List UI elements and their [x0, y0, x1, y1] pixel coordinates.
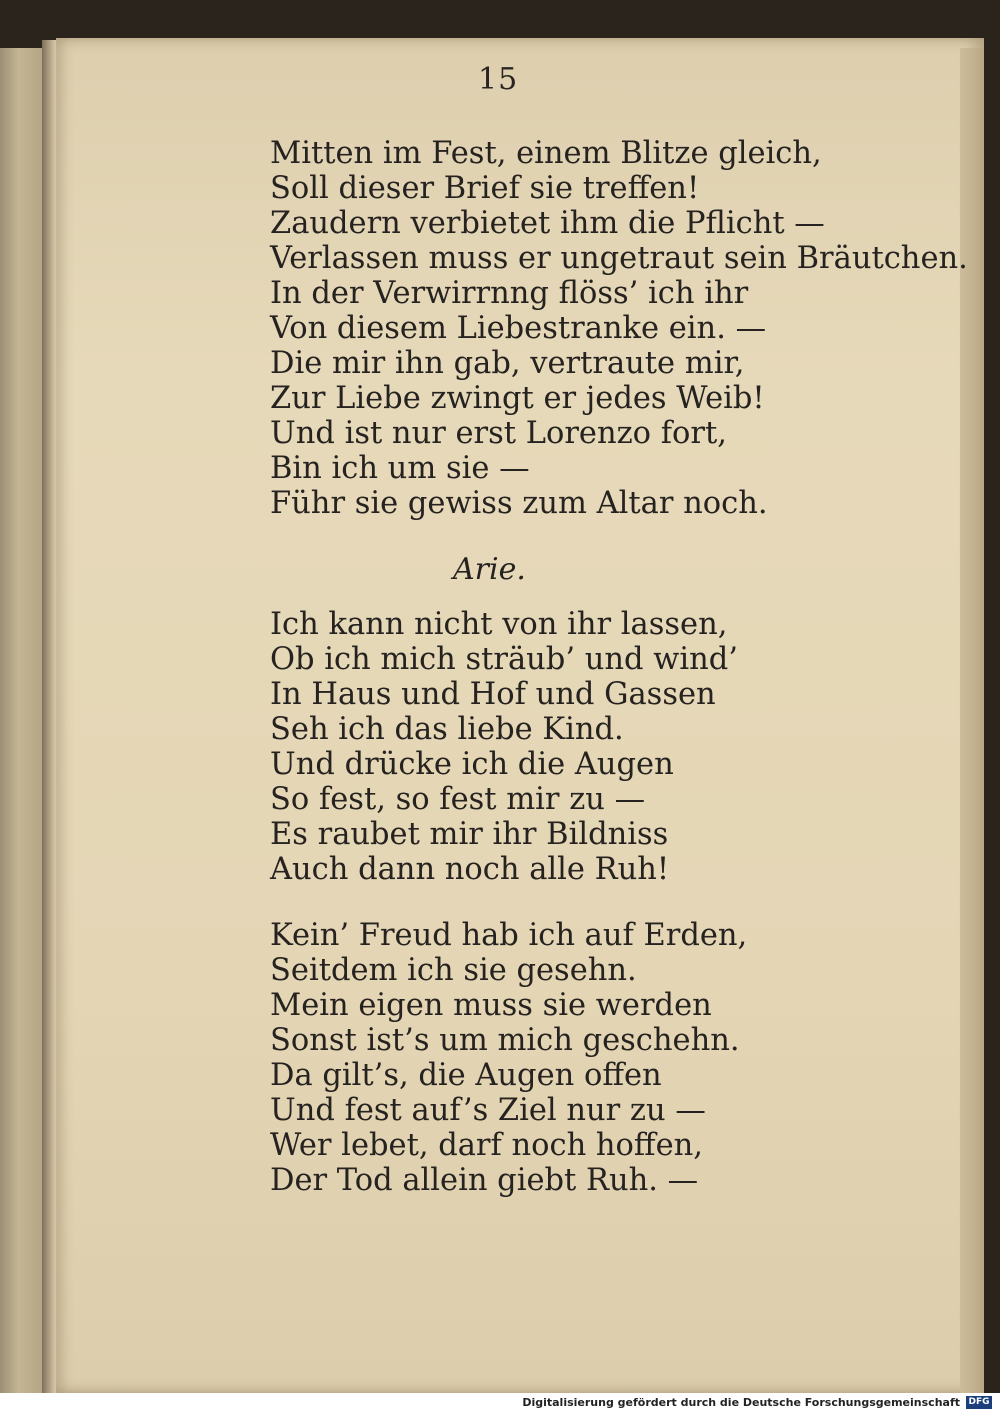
verse-line: Führ sie gewiss zum Altar noch.: [270, 486, 768, 521]
previous-page-edge: [0, 48, 46, 1393]
verse-line: Es raubet mir ihr Bildniss: [270, 817, 669, 852]
verse-line: Soll dieser Brief sie treffen!: [270, 171, 700, 206]
verse-line: Seh ich das liebe Kind.: [270, 712, 624, 747]
verse-line: So fest, so fest mir zu —: [270, 782, 646, 817]
verse-line: Seitdem ich sie gesehn.: [270, 953, 637, 988]
verse-line: Auch dann noch alle Ruh!: [270, 852, 670, 887]
verse-line: Und fest auf’s Ziel nur zu —: [270, 1093, 706, 1128]
verse-line: Mein eigen muss sie werden: [270, 988, 712, 1023]
verse-line: Mitten im Fest, einem Blitze gleich,: [270, 136, 822, 171]
verse-line: Ob ich mich sträub’ und wind’: [270, 642, 738, 677]
verse-line: In Haus und Hof und Gassen: [270, 677, 716, 712]
verse-line: Zur Liebe zwingt er jedes Weib!: [270, 381, 765, 416]
verse-line: Kein’ Freud hab ich auf Erden,: [270, 918, 748, 953]
verse-line: Zaudern verbietet ihm die Pflicht —: [270, 206, 825, 241]
verse-line: Und ist nur erst Lorenzo fort,: [270, 416, 727, 451]
aria-stanza-1: [270, 607, 738, 887]
verse-line: Bin ich um sie —: [270, 451, 530, 486]
aria-stanza-2: [270, 918, 747, 1198]
verse-line: Der Tod allein giebt Ruh. —: [270, 1163, 699, 1198]
verse-line: In der Verwirrnng flöss’ ich ihr: [270, 276, 749, 311]
verse-line: Ich kann nicht von ihr lassen,: [270, 607, 728, 642]
dfg-logo: DFG: [966, 1396, 992, 1409]
verse-line: Die mir ihn gab, vertraute mir,: [270, 346, 745, 381]
page-number: 15: [478, 62, 519, 97]
funding-credit: Digitalisierung gefördert durch die Deutsche Forschungsgemeinschaft: [522, 1396, 960, 1409]
aria-heading: Arie.: [453, 552, 526, 587]
verse-line: Von diesem Liebestranke ein. —: [270, 311, 767, 346]
verse-line: Da gilt’s, die Augen offen: [270, 1058, 662, 1093]
verse-line: Wer lebet, darf noch hoffen,: [270, 1128, 703, 1163]
verse-line: Sonst ist’s um mich geschehn.: [270, 1023, 740, 1058]
verse-line: Und drücke ich die Augen: [270, 747, 674, 782]
verse-line: Verlassen muss er ungetraut sein Bräutchen.: [270, 241, 968, 276]
recitative-text: [270, 136, 968, 521]
